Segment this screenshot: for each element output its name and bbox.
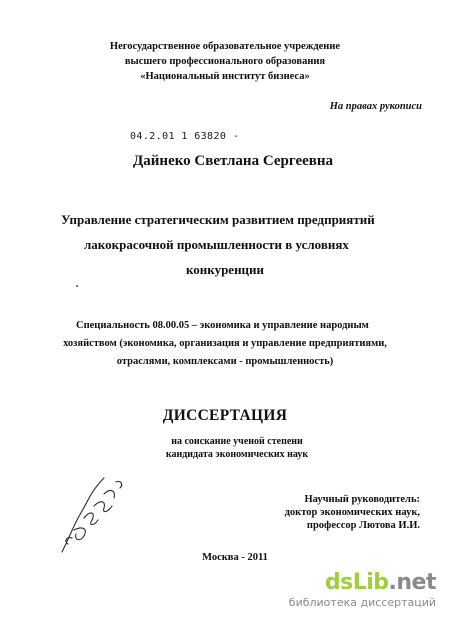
title-line-3: конкуренции bbox=[185, 262, 265, 277]
registration-stamp-number: 04.2.01 1 63820 - bbox=[130, 131, 240, 142]
author-name: Дайнеко Светлана Сергеевна bbox=[132, 153, 334, 169]
title-line-1: Управление стратегическим развитием предприятий bbox=[61, 212, 375, 227]
supervisor-label: Научный руководитель: bbox=[304, 494, 420, 505]
org-line-1: Негосударственное образовательное учреждение bbox=[109, 41, 341, 52]
title-line-2: лакокрасочной промышленности в условиях bbox=[84, 237, 349, 252]
specialty-line-2: хозяйством (экономика, организация и управление предприятиями, bbox=[63, 338, 387, 349]
specialty-line-1: Специальность 08.00.05 – экономика и управление народным bbox=[76, 320, 369, 331]
org-line-3: «Национальный институт бизнеса» bbox=[140, 71, 310, 82]
handwritten-signature bbox=[54, 470, 134, 560]
degree-line-2: кандидата экономических наук bbox=[165, 449, 309, 460]
watermark-caption: библиотека диссертаций bbox=[288, 596, 436, 609]
degree-line-1: на соискание ученой степени bbox=[171, 436, 303, 447]
org-line-2: высшего профессионального образования bbox=[124, 56, 326, 67]
scan-speck bbox=[76, 285, 78, 287]
watermark-logo-tld: .net bbox=[388, 570, 436, 595]
watermark-logo-main: dsLib bbox=[324, 570, 389, 595]
dslib-watermark-logo bbox=[325, 570, 436, 595]
document-type: ДИССЕРТАЦИЯ bbox=[162, 407, 288, 424]
supervisor-name: профессор Лютова И.И. bbox=[306, 520, 420, 531]
specialty-line-3: отраслями, комплексами - промышленность) bbox=[116, 356, 334, 367]
manuscript-note: На правах рукописи bbox=[329, 101, 422, 112]
city-year: Москва - 2011 bbox=[202, 552, 268, 563]
supervisor-degree: доктор экономических наук, bbox=[284, 507, 420, 518]
